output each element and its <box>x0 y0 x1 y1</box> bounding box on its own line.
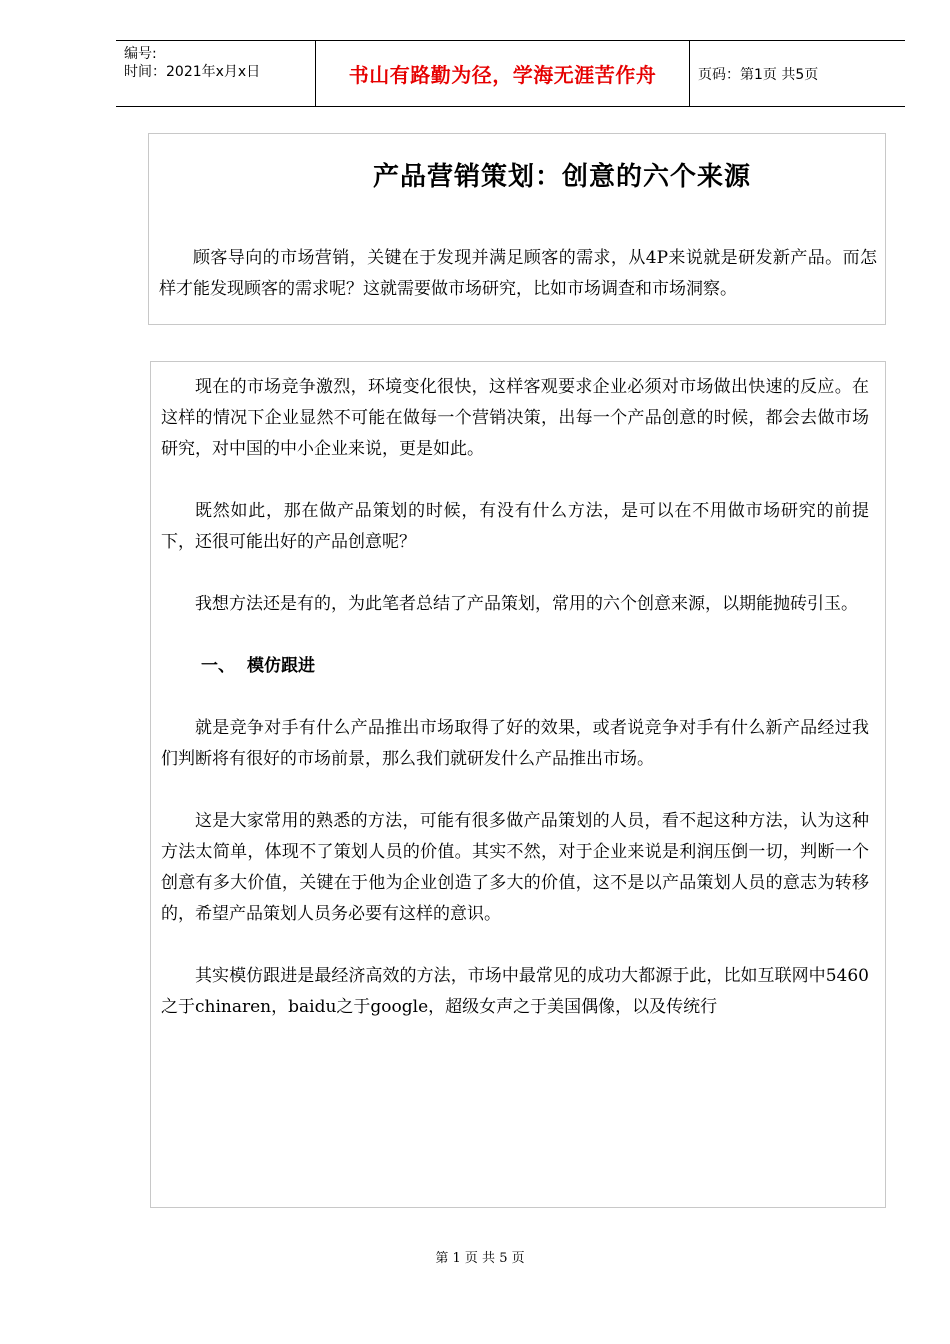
section-title: 模仿跟进 <box>247 656 315 676</box>
header-motto: 书山有路勤为径，学海无涯苦作舟 <box>316 41 690 106</box>
paragraph: 这是大家常用的熟悉的方法，可能有很多做产品策划的人员，看不起这种方法，认为这种方法太简单，体现不了策划人员的价值。其实不然，对于企业来说是利润压倒一切，判断一个创意有多大价值，关键在于他为企业创造了多大的价值，这不是以产品策划人员的意志为转移的，希望产品策划人员务必要有这样的意识。 <box>161 811 869 924</box>
paragraph: 我想方法还是有的，为此笔者总结了产品策划，常用的六个创意来源，以期能抛砖引玉。 <box>195 594 858 614</box>
paragraph: 既然如此，那在做产品策划的时候，有没有什么方法，是可以在不用做市场研究的前提下，还很可能出好的产品创意呢？ <box>161 501 869 552</box>
header-meta <box>116 41 316 106</box>
header-page-info: 页码：第1页 共5页 <box>698 66 819 83</box>
intro-box <box>148 133 886 325</box>
paragraph: 其实模仿跟进是最经济高效的方法，市场中最常见的成功大都源于此，比如互联网中5460之于chinaren，baidu之于google，超级女声之于美国偶像，以及传统行 <box>161 966 869 1017</box>
document-number-label: 编号: <box>124 46 157 62</box>
section-number: 一、 <box>201 656 235 676</box>
document-title: 产品营销策划：创意的六个来源 <box>372 162 751 192</box>
body-box <box>150 361 886 1208</box>
intro-paragraph: 顾客导向的市场营销，关键在于发现并满足顾客的需求，从4P来说就是研发新产品。而怎样才能发现顾客的需求呢？这就需要做市场研究，比如市场调查和市场洞察。 <box>159 248 877 299</box>
paragraph: 现在的市场竞争激烈，环境变化很快，这样客观要求企业必须对市场做出快速的反应。在这样的情况下企业显然不可能在做每一个营销决策，出每一个产品创意的时候，都会去做市场研究，对中国的中小企业来说，更是如此。 <box>161 377 869 459</box>
body-content <box>161 372 869 1054</box>
paragraph: 就是竞争对手有什么产品推出市场取得了好的效果，或者说竞争对手有什么新产品经过我们判断将有很好的市场前景，那么我们就研发什么产品推出市场。 <box>161 718 869 769</box>
section-heading <box>161 651 869 682</box>
page-footer: 第 1 页 共 5 页 <box>435 1251 525 1266</box>
document-time-label: 时间：2021年x月x日 <box>124 64 261 80</box>
page-header <box>116 40 905 107</box>
